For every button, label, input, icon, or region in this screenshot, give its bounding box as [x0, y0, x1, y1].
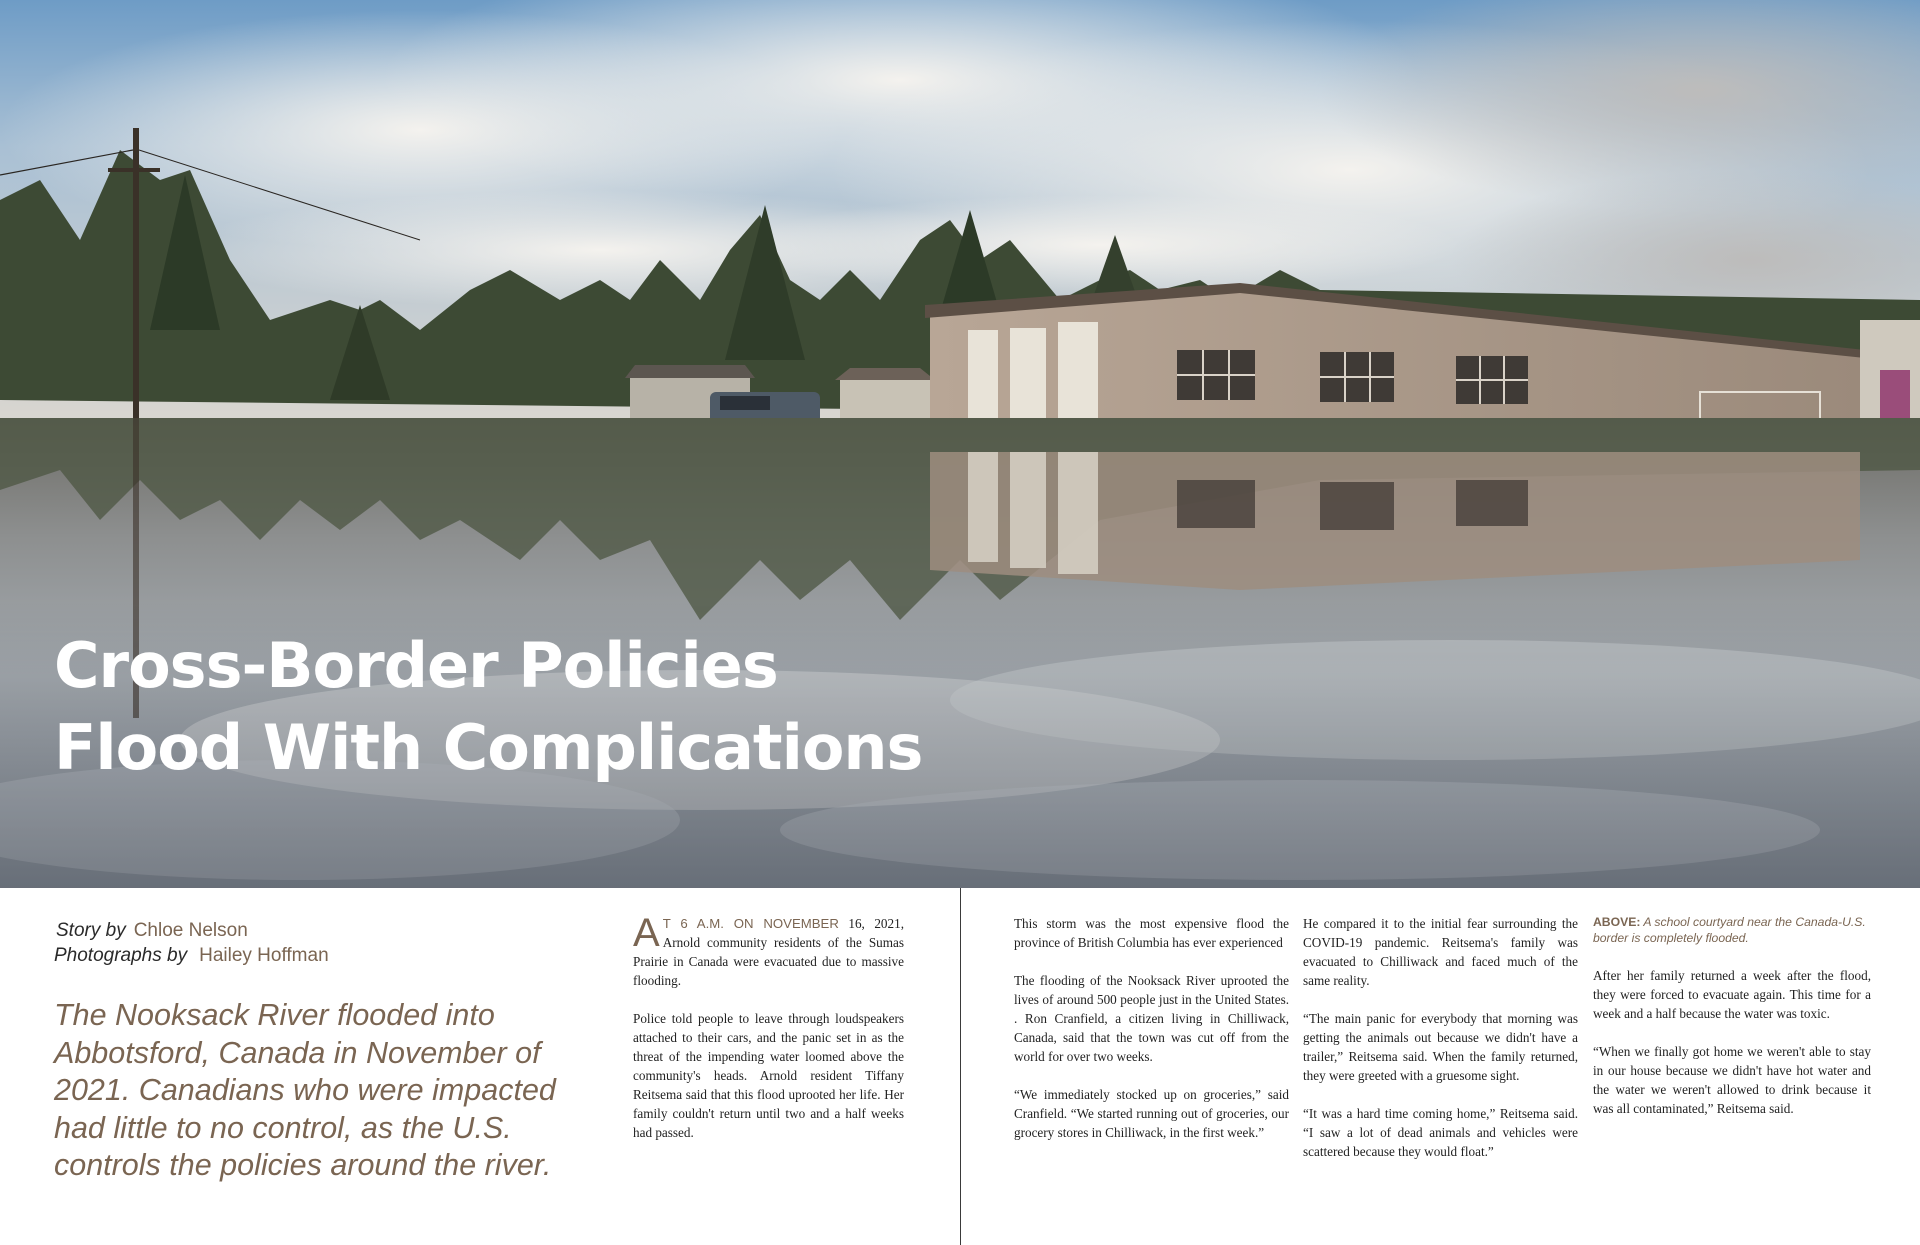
photographer-name: Hailey Hoffman [199, 945, 329, 966]
body-paragraph: “The main panic for everybody that morning was getting the animals out because we didn't have a trailer,” Reitsema said. When the family returned, they were greeted with a gruesome sight. [1303, 1011, 1578, 1083]
body-paragraph: He compared it to the initial fear surrounding the COVID-19 pandemic. Reitsema's family was evacuated to Chilliwack and faced much of the same reality. [1303, 916, 1578, 988]
body-paragraph: A T 6 A.M. ON NOVEMBER 16, 2021, Arnold community residents of the Sumas Prairie in Canada were evacuated due to massive flooding. [633, 911, 904, 988]
body-paragraph: The flooding of the Nooksack River uprooted the lives of around 500 people just in the United States. . Ron Cranfield, a citizen living in Chilliwack, Canada, said that the town was cut off from the world for over two weeks. [1014, 973, 1289, 1064]
photo-caption [1593, 914, 1871, 946]
body-paragraph: Police told people to leave through loudspeakers attached to their cars, and the panic set in as the threat of the impending water loomed above the community's heads. Arnold resident Tiffany Reitsema said that this flood uprooted her life. Her family couldn't return until two and a half weeks had passed. [633, 1011, 904, 1140]
drop-cap: A [633, 911, 660, 955]
photo-label: Photographs by [54, 945, 188, 966]
caption-text: A school courtyard near the Canada-U.S. border is completely flooded. [1593, 915, 1866, 945]
body-column-2 [1014, 914, 1289, 1161]
body-paragraph: After her family returned a week after the flood, they were forced to evacuate again. This time for a week and a half because the water was toxic. [1593, 968, 1871, 1021]
article-deck: The Nooksack River flooded into Abbotsford, Canada in November of 2021. Canadians who were impacted had little to no control, as the U.S. controls the policies around the river. [54, 998, 556, 1182]
story-credit [54, 918, 329, 943]
headline-line-2: Flood With Complications [54, 711, 923, 784]
lead-in: T 6 A.M. ON NOVEMBER [662, 916, 839, 931]
body-paragraph: “When we finally got home we weren't able to stay in our house because we didn't have hot water and the water we weren't allowed to drink because it was all contaminated,” Reitsema said. [1593, 1044, 1871, 1116]
body-column-1 [633, 911, 904, 1161]
story-label: Story by [56, 920, 126, 941]
page-gutter [960, 888, 961, 1245]
body-column-3 [1303, 914, 1578, 1180]
caption-label: ABOVE: [1593, 915, 1641, 929]
article-headline [54, 625, 922, 789]
author-name: Chloe Nelson [133, 920, 248, 941]
body-column-4 [1593, 914, 1871, 1137]
body-paragraph: “It was a hard time coming home,” Reitsema said. “I saw a lot of dead animals and vehicles were scattered because they would float.” [1303, 1106, 1578, 1159]
photo-credit [54, 943, 329, 968]
body-paragraph: “We immediately stocked up on groceries,” said Cranfield. “We started running out of groceries, our grocery stores in Chilliwack, in the first week.” [1014, 1087, 1289, 1140]
headline-line-1: Cross-Border Policies [54, 629, 778, 702]
byline [54, 918, 329, 968]
body-paragraph: This storm was the most expensive flood the province of British Columbia has ever experienced [1014, 916, 1289, 950]
